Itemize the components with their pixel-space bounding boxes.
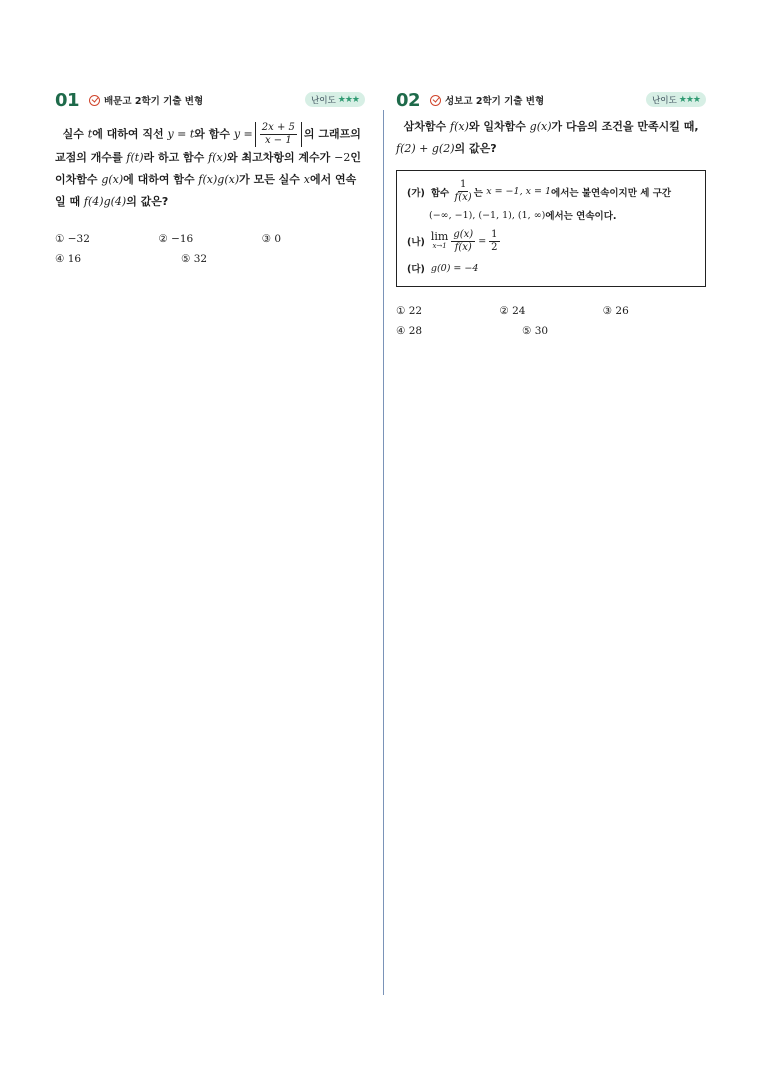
math: f(4)g(4) [83, 195, 127, 208]
text-line [396, 116, 706, 138]
source-label: 성보고 2학기 기출 변형 [445, 96, 545, 107]
source-tag [89, 93, 203, 107]
math: −2 [334, 151, 351, 164]
question-text [396, 116, 706, 160]
condition-label: (다) [407, 264, 425, 275]
fraction-denominator: 2 [491, 241, 498, 253]
text-line [55, 122, 365, 147]
math: f(x) [450, 120, 469, 133]
fraction-denominator: x − 1 [264, 135, 292, 146]
choice-row [396, 301, 706, 321]
source-label: 배문고 2학기 기출 변형 [104, 96, 204, 107]
condition-label: (나) [407, 237, 425, 248]
question-2-header [396, 88, 706, 112]
text: 는 [473, 187, 483, 199]
math: x [303, 173, 310, 186]
fraction [260, 122, 297, 147]
limit-word: lim [430, 230, 449, 243]
math: t [87, 127, 93, 141]
text: 에서는 불연속이지만 세 구간 [551, 187, 672, 199]
text: 가 다음의 조건을 만족시킬 때, [551, 120, 699, 133]
question-1 [55, 88, 365, 269]
fraction [489, 229, 499, 254]
fraction [453, 179, 474, 204]
condition-label: (가) [407, 187, 425, 199]
source-tag [430, 93, 544, 107]
math: (−∞, −1), (−1, 1), (1, ∞) [429, 209, 546, 221]
choice-row [396, 321, 706, 341]
question-number: 02 [396, 89, 421, 111]
text: 함수 [430, 187, 450, 199]
absolute-value [255, 122, 302, 147]
star-icon: ★★★ [678, 94, 700, 105]
text: 라 하고 함수 [143, 151, 209, 164]
math: g(0) = −4 [430, 262, 479, 274]
check-circle-icon [89, 95, 100, 106]
text: 에서 연속 [309, 173, 357, 186]
check-circle-icon [430, 95, 441, 106]
text: 일 때 [55, 195, 84, 208]
question-number: 01 [55, 89, 80, 111]
question-2 [396, 88, 706, 341]
choice-2[interactable]: ② 24 [499, 305, 526, 317]
fraction-numerator: 1 [459, 179, 467, 190]
text: 이차함수 [55, 173, 102, 186]
text-line [396, 138, 706, 160]
text: 에서는 연속이다. [545, 211, 617, 222]
choice-1[interactable]: ① −32 [55, 233, 90, 245]
math: f(x) [208, 151, 227, 164]
fraction-numerator: 2x + 5 [261, 122, 295, 133]
difficulty-badge [305, 92, 365, 107]
text: 삼차함수 [403, 120, 451, 133]
star-icon: ★★★ [337, 94, 359, 105]
text: 실수 [62, 127, 88, 141]
condition-b [407, 226, 695, 256]
question-text [55, 122, 365, 213]
question-1-header [55, 88, 365, 112]
math: f(t) [126, 151, 144, 164]
choice-3[interactable]: ③ 26 [602, 305, 629, 317]
choice-4[interactable]: ④ 28 [396, 325, 423, 337]
condition-a-continued [407, 204, 695, 226]
fraction-numerator: g(x) [453, 228, 474, 240]
text: 가 모든 실수 [239, 173, 304, 186]
text: 와 최고차항의 계수가 [226, 151, 335, 164]
text: 의 값은? [454, 142, 497, 155]
choice-5[interactable]: ⑤ 30 [522, 325, 549, 337]
math: g(x) [529, 120, 552, 133]
choice-row [55, 249, 365, 269]
text: 의 값은? [126, 195, 169, 208]
fraction [451, 229, 475, 254]
text-line [55, 169, 365, 191]
choice-row [55, 229, 365, 249]
fraction-numerator: 1 [491, 228, 498, 240]
column-divider [383, 110, 384, 995]
math: y = t [167, 127, 195, 141]
text: 에 대하여 직선 [92, 127, 168, 141]
difficulty-label: 난이도 [311, 95, 336, 106]
text: 와 함수 [194, 127, 234, 141]
limit-subscript: x→1 [432, 242, 447, 250]
answer-choices [396, 301, 706, 341]
choice-4[interactable]: ④ 16 [55, 253, 82, 265]
choice-3[interactable]: ③ 0 [261, 233, 282, 245]
limit [431, 231, 448, 251]
math: = [478, 235, 487, 247]
text-line [55, 191, 365, 213]
fraction-denominator: f(x) [454, 192, 472, 203]
difficulty-label: 난이도 [652, 95, 677, 106]
condition-c [407, 256, 695, 280]
choice-1[interactable]: ① 22 [396, 305, 423, 317]
text: 교점의 개수를 [55, 151, 127, 164]
math: f(x)g(x) [198, 173, 240, 186]
text: 와 일차함수 [468, 120, 530, 133]
math: x = −1, x = 1 [486, 186, 552, 197]
conditions-box [396, 170, 706, 287]
text: 에 대하여 함수 [123, 173, 199, 186]
difficulty-badge [646, 92, 706, 107]
answer-choices [55, 229, 365, 269]
math: f(2) + g(2) [396, 142, 455, 155]
text: 의 그래프의 [303, 127, 361, 141]
text: 인 [350, 151, 361, 164]
math: y = [233, 127, 253, 141]
fraction-denominator: f(x) [454, 241, 472, 253]
choice-5[interactable]: ⑤ 32 [181, 253, 208, 265]
text-line [55, 147, 365, 169]
choice-2[interactable]: ② −16 [158, 233, 194, 245]
condition-a [407, 179, 695, 204]
math: g(x) [101, 173, 124, 186]
